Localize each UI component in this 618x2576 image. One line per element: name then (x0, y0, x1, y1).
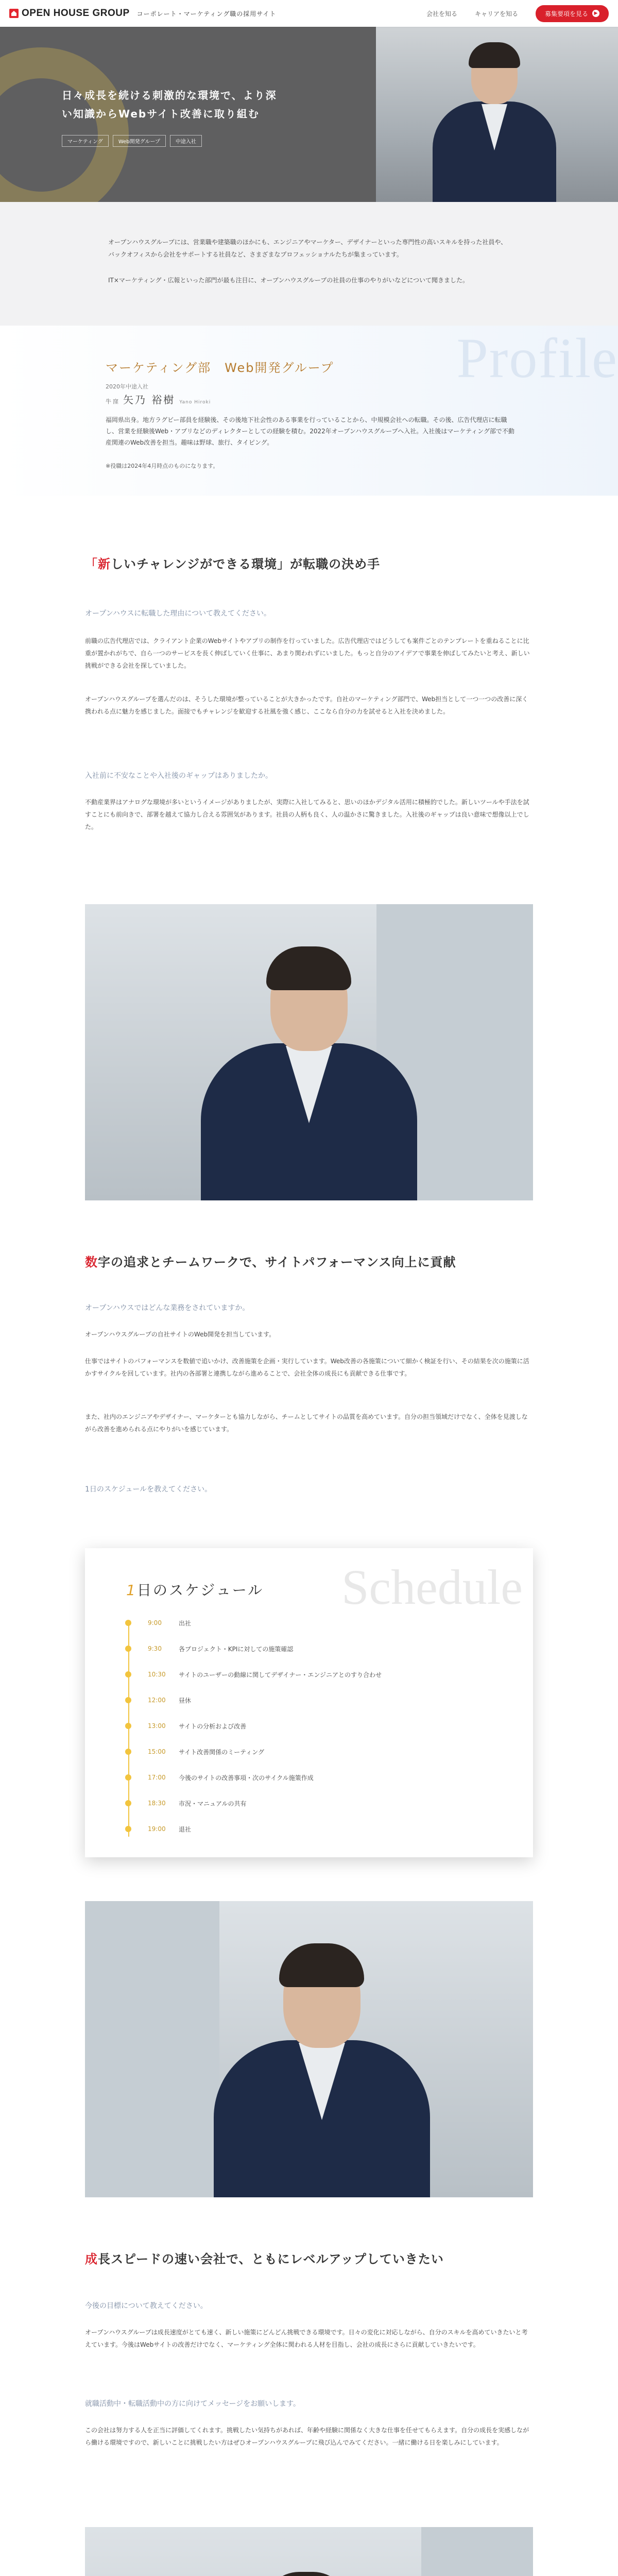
timeline-dot (125, 1671, 131, 1677)
profile-description: 福岡県出身。地方ラグビー部員を経験後、その後地下社会性のある事業を行っていることから、中規模会社への転職。その後、広告代理店に転職し、営業を経験後Web・アプリなどのディレクターとしての経験を積む。2022年オープンハウスグループへ入社。入社後はマーケティング部で不動産関連のWeb改善を担当。趣味は野球、旅行、タイピング。 (106, 416, 514, 446)
section2-title (85, 1252, 456, 1270)
profile-note: ※役職は2024年4月時点のものになります。 (106, 463, 219, 469)
nav-about-company[interactable]: 会社を知る (426, 10, 457, 18)
person-hair (279, 1943, 364, 1987)
timeline-dot (125, 1774, 131, 1781)
schedule-text: サイトの分析および改善 (179, 1722, 247, 1730)
section1-answer2: 不動産業界はアナログな環境が多いというイメージがありましたが、実際に入社してみると、思いのほかデジタル活用に積極的でした。新しいツールや手法を試すことにも前向きで、部署を越えて協力し合える雰囲気があります。社員の人柄も良く、人の温かさに驚きました。入社後のギャップは良い意味で想像以上でした。 (85, 799, 529, 831)
profile-name-en: Yano Hiroki (179, 400, 211, 405)
schedule-bg-word: Schedule (341, 1560, 523, 1615)
hero-title-line1: 日々成長を続ける刺激的な環境で、より深 (62, 89, 277, 101)
job-requirements-button[interactable] (536, 5, 609, 22)
tag-marketing[interactable]: マーケティング (62, 135, 109, 147)
section1-title-first: 「新 (85, 557, 111, 571)
decorative-circle (0, 47, 129, 202)
schedule-text: 退社 (179, 1825, 192, 1833)
logo-text[interactable]: OPEN HOUSE GROUP (22, 8, 130, 19)
section2-title-rest: 字の追求とチームワークで、サイトパフォーマンス向上に貢献 (98, 1255, 456, 1269)
hero-tags (62, 135, 202, 147)
section2-answer1c: また、社内のエンジニアやデザイナー、マーケターとも協力しながら、チームとしてサイトの品質を高めています。自分の担当領域だけでなく、全体を見渡しながら改善を進められる点にやりがいを感じています。 (85, 1413, 528, 1433)
schedule-card (85, 1548, 533, 1857)
schedule-row (125, 1798, 247, 1808)
cta-label: 募集要項を見る (544, 10, 588, 18)
header-nav (426, 5, 609, 22)
logo-icon[interactable] (9, 9, 19, 18)
person-hair (266, 946, 351, 990)
schedule-title (126, 1579, 264, 1600)
section3-answer1: オープンハウスグループは成長速度がとても速く、新しい施策にどんどん挑戦できる環境です。日々の変化に対応しながら、自分のスキルを高めていきたいと考えています。今後はWebサイトの改善だけでなく、マーケティング全体に関われる人材を目指し、会社の成長にさらに貢献していきたいです。 (85, 2329, 528, 2348)
schedule-row (125, 1824, 191, 1834)
tag-midcareer[interactable]: 中途入社 (170, 135, 202, 147)
timeline-dot (125, 1723, 131, 1729)
site-header (0, 0, 618, 27)
profile (0, 326, 618, 496)
photo-background (421, 2527, 534, 2576)
schedule-row (125, 1747, 264, 1757)
schedule-row (125, 1695, 191, 1705)
section1-answer1b: オープンハウスグループを選んだのは、そうした環境が整っていることが大きかったです。自社のマーケティング部門で、Web担当として一つ一つの改善に深く携われる点に魅力を感じました。面接でもチャレンジを歓迎する社風を強く感じ、ここなら自分の力を試せると入社を決めました。 (85, 696, 528, 715)
profile-name (106, 392, 211, 406)
person-hair (469, 42, 520, 68)
profile-name-prefix: 牛窪 (106, 398, 120, 405)
interview-photo-2 (85, 1901, 533, 2197)
schedule-time: 9:30 (148, 1645, 162, 1652)
timeline-dot (125, 1697, 131, 1703)
section2-answer1: オープンハウスグループの自社サイトのWeb開発を担当しています。 (85, 1331, 276, 1338)
section3-question1: 今後の目標について教えてください。 (85, 2302, 208, 2310)
profile-name-text: 矢乃 裕樹 (123, 394, 176, 406)
section3-title (85, 2249, 444, 2267)
section1-title (85, 554, 380, 572)
schedule-text: 今後のサイトの改善事項・次のサイクル施策作成 (179, 1774, 314, 1782)
intro-text-1: オープンハウスグループには、営業職や建築職のほかにも、エンジニアやマーケター、デザイナーといった専門性の高いスキルを持った社員や、バックオフィスから会社をサポートする社員など、さまざまなプロフェッショナルたちが集まっています。 (108, 239, 507, 258)
schedule-time: 9:00 (148, 1619, 162, 1626)
hero (0, 27, 618, 202)
schedule-time: 19:00 (148, 1825, 166, 1833)
hero-title-line2: い知識からWebサイト改善に取り組む (62, 108, 260, 120)
section2-question1: オープンハウスではどんな業務をされていますか。 (85, 1304, 250, 1312)
schedule-text: サイトのユーザーの動線に関してデザイナー・エンジニアとのすり合わせ (179, 1671, 382, 1679)
section1-answer1a: 前職の広告代理店では、クライアント企業のWebサイトやアプリの制作を行っていました。広告代理店ではどうしても案件ごとのテンプレートを重ねることに比重が置かれがちで、自ら一つのサービスを長く伸ばしていく仕事に、あまり関われずにいました。もっと自分のアイデアで事業を伸ばしてみたいと考え、新しい挑戦ができる会社を探していました。 (85, 637, 530, 669)
schedule-row (125, 1721, 246, 1731)
nav-about-career[interactable]: キャリアを知る (474, 10, 518, 18)
schedule-row (125, 1669, 382, 1680)
intro (0, 202, 618, 326)
section1-question2: 入社前に不安なことや入社後のギャップはありましたか。 (85, 772, 272, 780)
schedule-row (125, 1643, 293, 1654)
interview-photo-1 (85, 904, 533, 1200)
schedule-text: 各プロジェクト・KPIに対しての施策確認 (179, 1645, 294, 1653)
photo-background (85, 1901, 219, 2197)
section3-answer2: この会社は努力する人を正当に評価してくれます。挑戦したい気持ちがあれば、年齢や経験に関係なく大きな仕事を任せてもらえます。自分の成長を実感しながら働ける環境ですので、新しいことに挑戦したい方はぜひオープンハウスグループに飛び込んでみてください。一緒に働ける日を楽しみにしています。 (85, 2427, 529, 2446)
timeline-dot (125, 1826, 131, 1832)
hero-photo (376, 27, 618, 202)
profile-join-year: 2020年中途入社 (106, 383, 148, 390)
arrow-right-icon: ▶ (592, 10, 599, 17)
section3-title-first: 成 (85, 2252, 98, 2266)
schedule-row (125, 1618, 191, 1628)
schedule-title-num: 1 (126, 1582, 137, 1599)
section3-title-rest: 長スピードの速い会社で、ともにレベルアップしていきたい (98, 2252, 444, 2266)
schedule-text: 昼休 (179, 1697, 192, 1704)
schedule-time: 15:00 (148, 1748, 166, 1755)
hero-title (62, 86, 277, 123)
schedule-time: 10:30 (148, 1671, 166, 1678)
section1-title-rest: しいチャレンジができる環境」が転職の決め手 (111, 557, 381, 571)
intro-text-2: IT×マーケティング・広報といった部門が最も注目に、オープンハウスグループの社員の仕事のやりがいなどについて聞きました。 (108, 277, 469, 284)
section2-question2: 1日のスケジュールを教えてください。 (85, 1485, 212, 1494)
tag-web-dev[interactable]: Web開発グループ (113, 135, 166, 147)
schedule-time: 13:00 (148, 1722, 166, 1730)
timeline-dot (125, 1800, 131, 1806)
site-subtitle: コーポレート・マーケティング職の採用サイト (136, 10, 277, 18)
schedule-text: 出社 (179, 1619, 192, 1627)
schedule-text: 市況・マニュアルの共有 (179, 1800, 247, 1807)
section3-question2: 就職活動中・転職活動中の方に向けてメッセージをお願いします。 (85, 2400, 301, 2408)
profile-dept: マーケティング部 Web開発グループ (106, 361, 334, 375)
section1-question1: オープンハウスに転職した理由について教えてください。 (85, 609, 271, 618)
schedule-title-text: 日のスケジュール (136, 1582, 264, 1599)
schedule-time: 12:00 (148, 1697, 166, 1704)
schedule-text: サイト改善関係のミーティング (179, 1748, 264, 1756)
schedule-row (125, 1772, 314, 1783)
person-hair (264, 2572, 349, 2576)
schedule-time: 17:00 (148, 1774, 166, 1781)
section2-title-first: 数 (85, 1255, 98, 1269)
interview-photo-3 (85, 2527, 533, 2576)
schedule-time: 18:30 (148, 1800, 166, 1807)
profile-bg-word: Profile (456, 327, 618, 389)
timeline-dot (125, 1620, 131, 1626)
section2-answer1b: 仕事ではサイトのパフォーマンスを数値で追いかけ、改善施策を企画・実行しています。Web改善の各施策について細かく検証を行い、その結果を次の施策に活かすサイクルを回しています。社内の各部署と連携しながら進めることで、会社全体の成長にも貢献できる仕事です。 (85, 1358, 529, 1377)
timeline-dot (125, 1749, 131, 1755)
timeline-dot (125, 1646, 131, 1652)
